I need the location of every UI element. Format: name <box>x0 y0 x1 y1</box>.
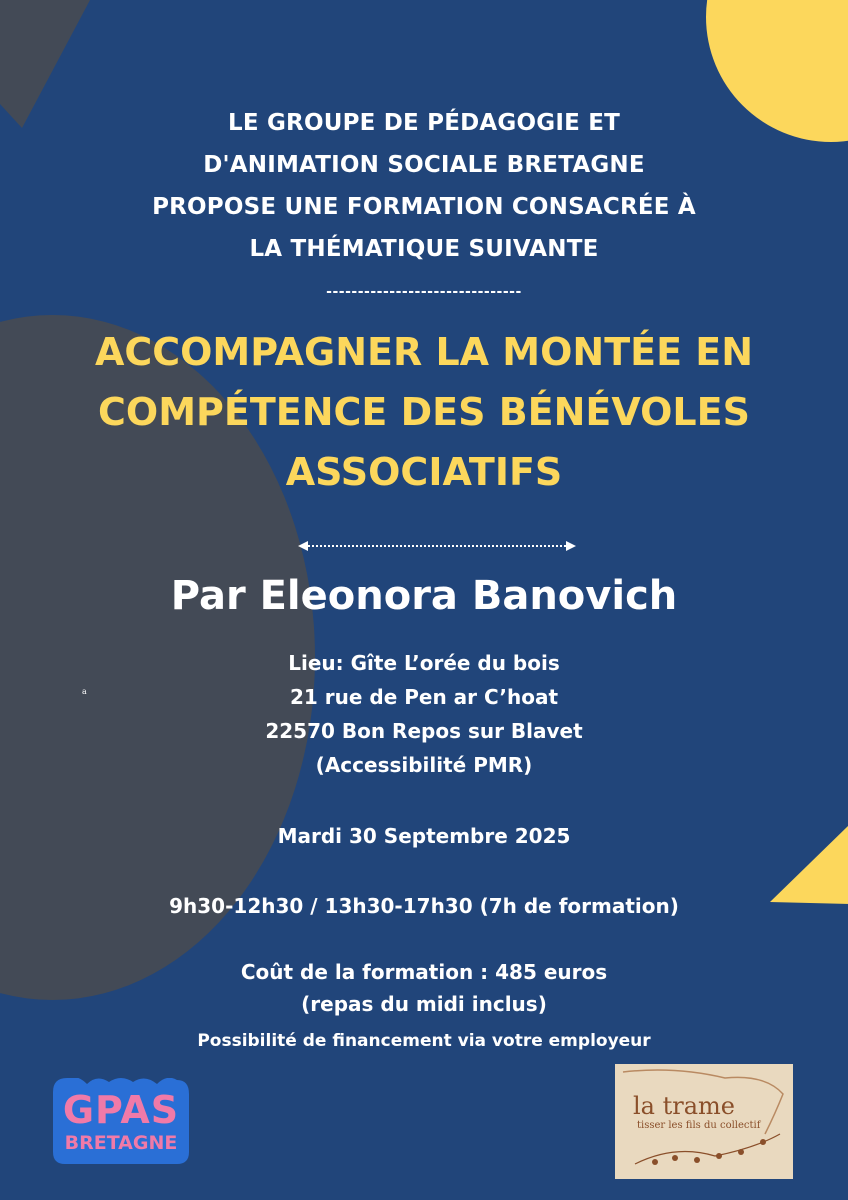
la-trame-name: la trame <box>633 1092 735 1120</box>
cost-block <box>0 956 848 1020</box>
intro-line: LE GROUPE DE PÉDAGOGIE ET <box>227 110 621 136</box>
gpas-logo-name: GPAS <box>62 1088 180 1132</box>
funding-note: Possibilité de financement via votre employeur <box>197 1031 651 1051</box>
double-arrow-divider <box>298 538 576 554</box>
title-line: ACCOMPAGNER LA MONTÉE EN <box>94 330 754 374</box>
gpas-bretagne-logo <box>53 1078 189 1164</box>
training-hours: 9h30-12h30 / 13h30-17h30 (7h de formation) <box>169 894 679 918</box>
la-trame-tagline: tisser les fils du collectif <box>637 1120 761 1131</box>
speaker-name: Par Eleonora Banovich <box>170 573 678 619</box>
intro-line: LA THÉMATIQUE SUIVANTE <box>249 236 599 262</box>
intro-text <box>0 102 848 270</box>
title-line: COMPÉTENCE DES BÉNÉVOLES <box>98 390 750 434</box>
location-line: Lieu: Gîte L’orée du bois <box>288 651 560 675</box>
gpas-logo-region: BRETAGNE <box>64 1132 178 1154</box>
training-title <box>0 322 848 502</box>
intro-line: PROPOSE UNE FORMATION CONSACRÉE À <box>152 194 696 220</box>
training-date: Mardi 30 Septembre 2025 <box>277 824 571 848</box>
cost-line: Coût de la formation : 485 euros <box>240 960 608 984</box>
location-line: (Accessibilité PMR) <box>315 753 533 777</box>
meal-note: (repas du midi inclus) <box>301 992 547 1016</box>
la-trame-logo <box>615 1064 793 1179</box>
location-block <box>0 646 848 782</box>
title-line: ASSOCIATIFS <box>285 450 563 494</box>
location-line: 22570 Bon Repos sur Blavet <box>265 719 583 743</box>
stray-mark: a <box>82 687 87 696</box>
intro-line: D'ANIMATION SOCIALE BRETAGNE <box>203 152 645 178</box>
location-line: 21 rue de Pen ar C’hoat <box>289 685 559 709</box>
dashed-separator: ------------------------------- <box>326 284 522 300</box>
